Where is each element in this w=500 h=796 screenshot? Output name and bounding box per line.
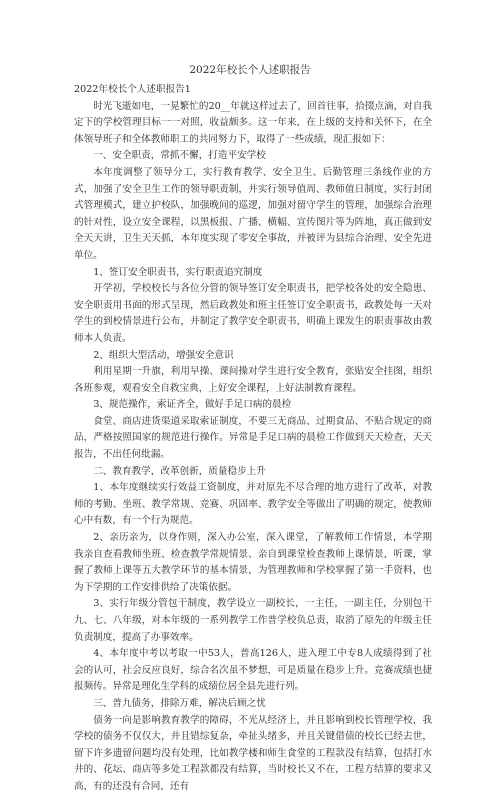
paragraph: 2、亲历亲为，以身作则，深入办公室，深入课堂，了解教师工作情景，本学期我亲自查看教师坐班、检查教学常规情景、亲自到课堂检查教师上课情景，听课，掌握了教师上课等五大教学环节的基本情景，为管理教师和学校掌握了第一手资料，也为下学期的工作安排供给了决策依据。 [74,532,432,593]
section-heading: 一、安全职责，常抓不懈，打造平安学校 [93,150,266,162]
document-body [74,82,432,796]
subsection-heading: 3、规范操作，索证齐全，做好手足口病的晨检 [93,399,292,411]
paragraph: 债务一向是影响教育教学的障碍，不光从经济上，并且影响到校长管理学校，我学校的债务不仅仅大，并且错综复杂，牵扯头绪多，并且关键借债的校长已经去世，留下许多遗留问题均没有处理，比如教学楼和师生食堂的工程款没有结算，包括打水井的、花坛、商店等多处工程款都没有结算，当时校长又不在，工程方结算的要求又高，有的还没有合同，还有 [74,714,432,792]
paragraph: 食堂、商店进货渠道采取索证制度，不要三无商品、过期食品、不贴合规定的商品，严格按照国家的规范进行操作。异常是手足口病的晨检工作做到天天检查，天天报告，不出任何纰漏。 [74,415,432,461]
paragraph: 3、实行年级分管包干制度，教学设立一副校长，一主任，一副主任，分别包干九、七、八年级，对本年级的一系列教学工作普学校负总责，取消了原先的年级主任负责制度，提高了办事效率。 [74,598,432,643]
subsection-heading: 2、组织大型活动，增强安全意识 [93,349,234,361]
paragraph: 时光飞逝如电，一晃繁忙的20__年就这样过去了，回首往事，拾掇点滴，对自我定下的学校管理目标一一对照，收益颇多。这一年来，在上级的支持和关怀下，在全体领导班子和全体教师职工的共同努力下，取得了一些成绩，现汇报如下： [74,100,432,145]
paragraph: 利用星期一升旗，利用早操、课间操对学生进行安全教育，张贴安全挂图，组织各班参观，观看安全自救宝典，上好安全课程，上好法制教育课程。 [74,366,432,394]
report-subtitle: 2022年校长个人述职报告1 [74,84,191,95]
paragraph: 本年度调整了领导分工，实行教育教学、安全卫生、后勤管理三条线作业的方式，加强了安全卫生工作的领导职责制，并实行领导值周、教师值日制度，实行封闭式管理模式，建立护校队，加强晚间的巡逻，加强对留守学生的管理，加强综合治理的针对性，设立安全课程，以黑板报、广播、横幅、宣传图片等为阵地，真正做到安全天天讲，卫生天天抓，本年度实现了零安全事故，并被评为县综合治理、安全先进单位。 [74,166,432,261]
subsection-heading: 1、签订安全职责书，实行职责追究制度 [93,266,263,278]
paragraph: 开学初，学校校长与各位分管的领导签订安全职责书，把学校各处的安全隐患、安全职责用书面的形式呈现，然后政教处和班主任签订安全职责书，政教处每一天对学生的到校情景进行公布，并制定了教学安全职责书，明确上课发生的职责事故由教师本人负责。 [74,283,432,344]
section-heading: 三、普九债务，排除万难，解决后顾之忧 [93,697,266,709]
document-title: 2022年校长个人述职报告 [189,64,311,76]
section-heading: 二、教育教学，改革创新，质量稳步上升 [93,465,266,477]
paragraph: 1、本年度继续实行效益工资制度，并对原先不尽合理的地方进行了改革，对教师的考勤、坐班、教学常规、竞赛、巩固率、教学安全等做出了明确的规定，使教师心中有数，有一个行为规范。 [74,482,432,527]
paragraph: 4、本年度中考以考取一中53人，普高126人，进入理工中专8人成绩得到了社会的认可，社会反应良好，综合名次虽不梦想，可是质量在稳步上升。竞赛成绩也捷报频传。异常是理化生学科的成绩位居全县先进行列。 [74,648,432,693]
